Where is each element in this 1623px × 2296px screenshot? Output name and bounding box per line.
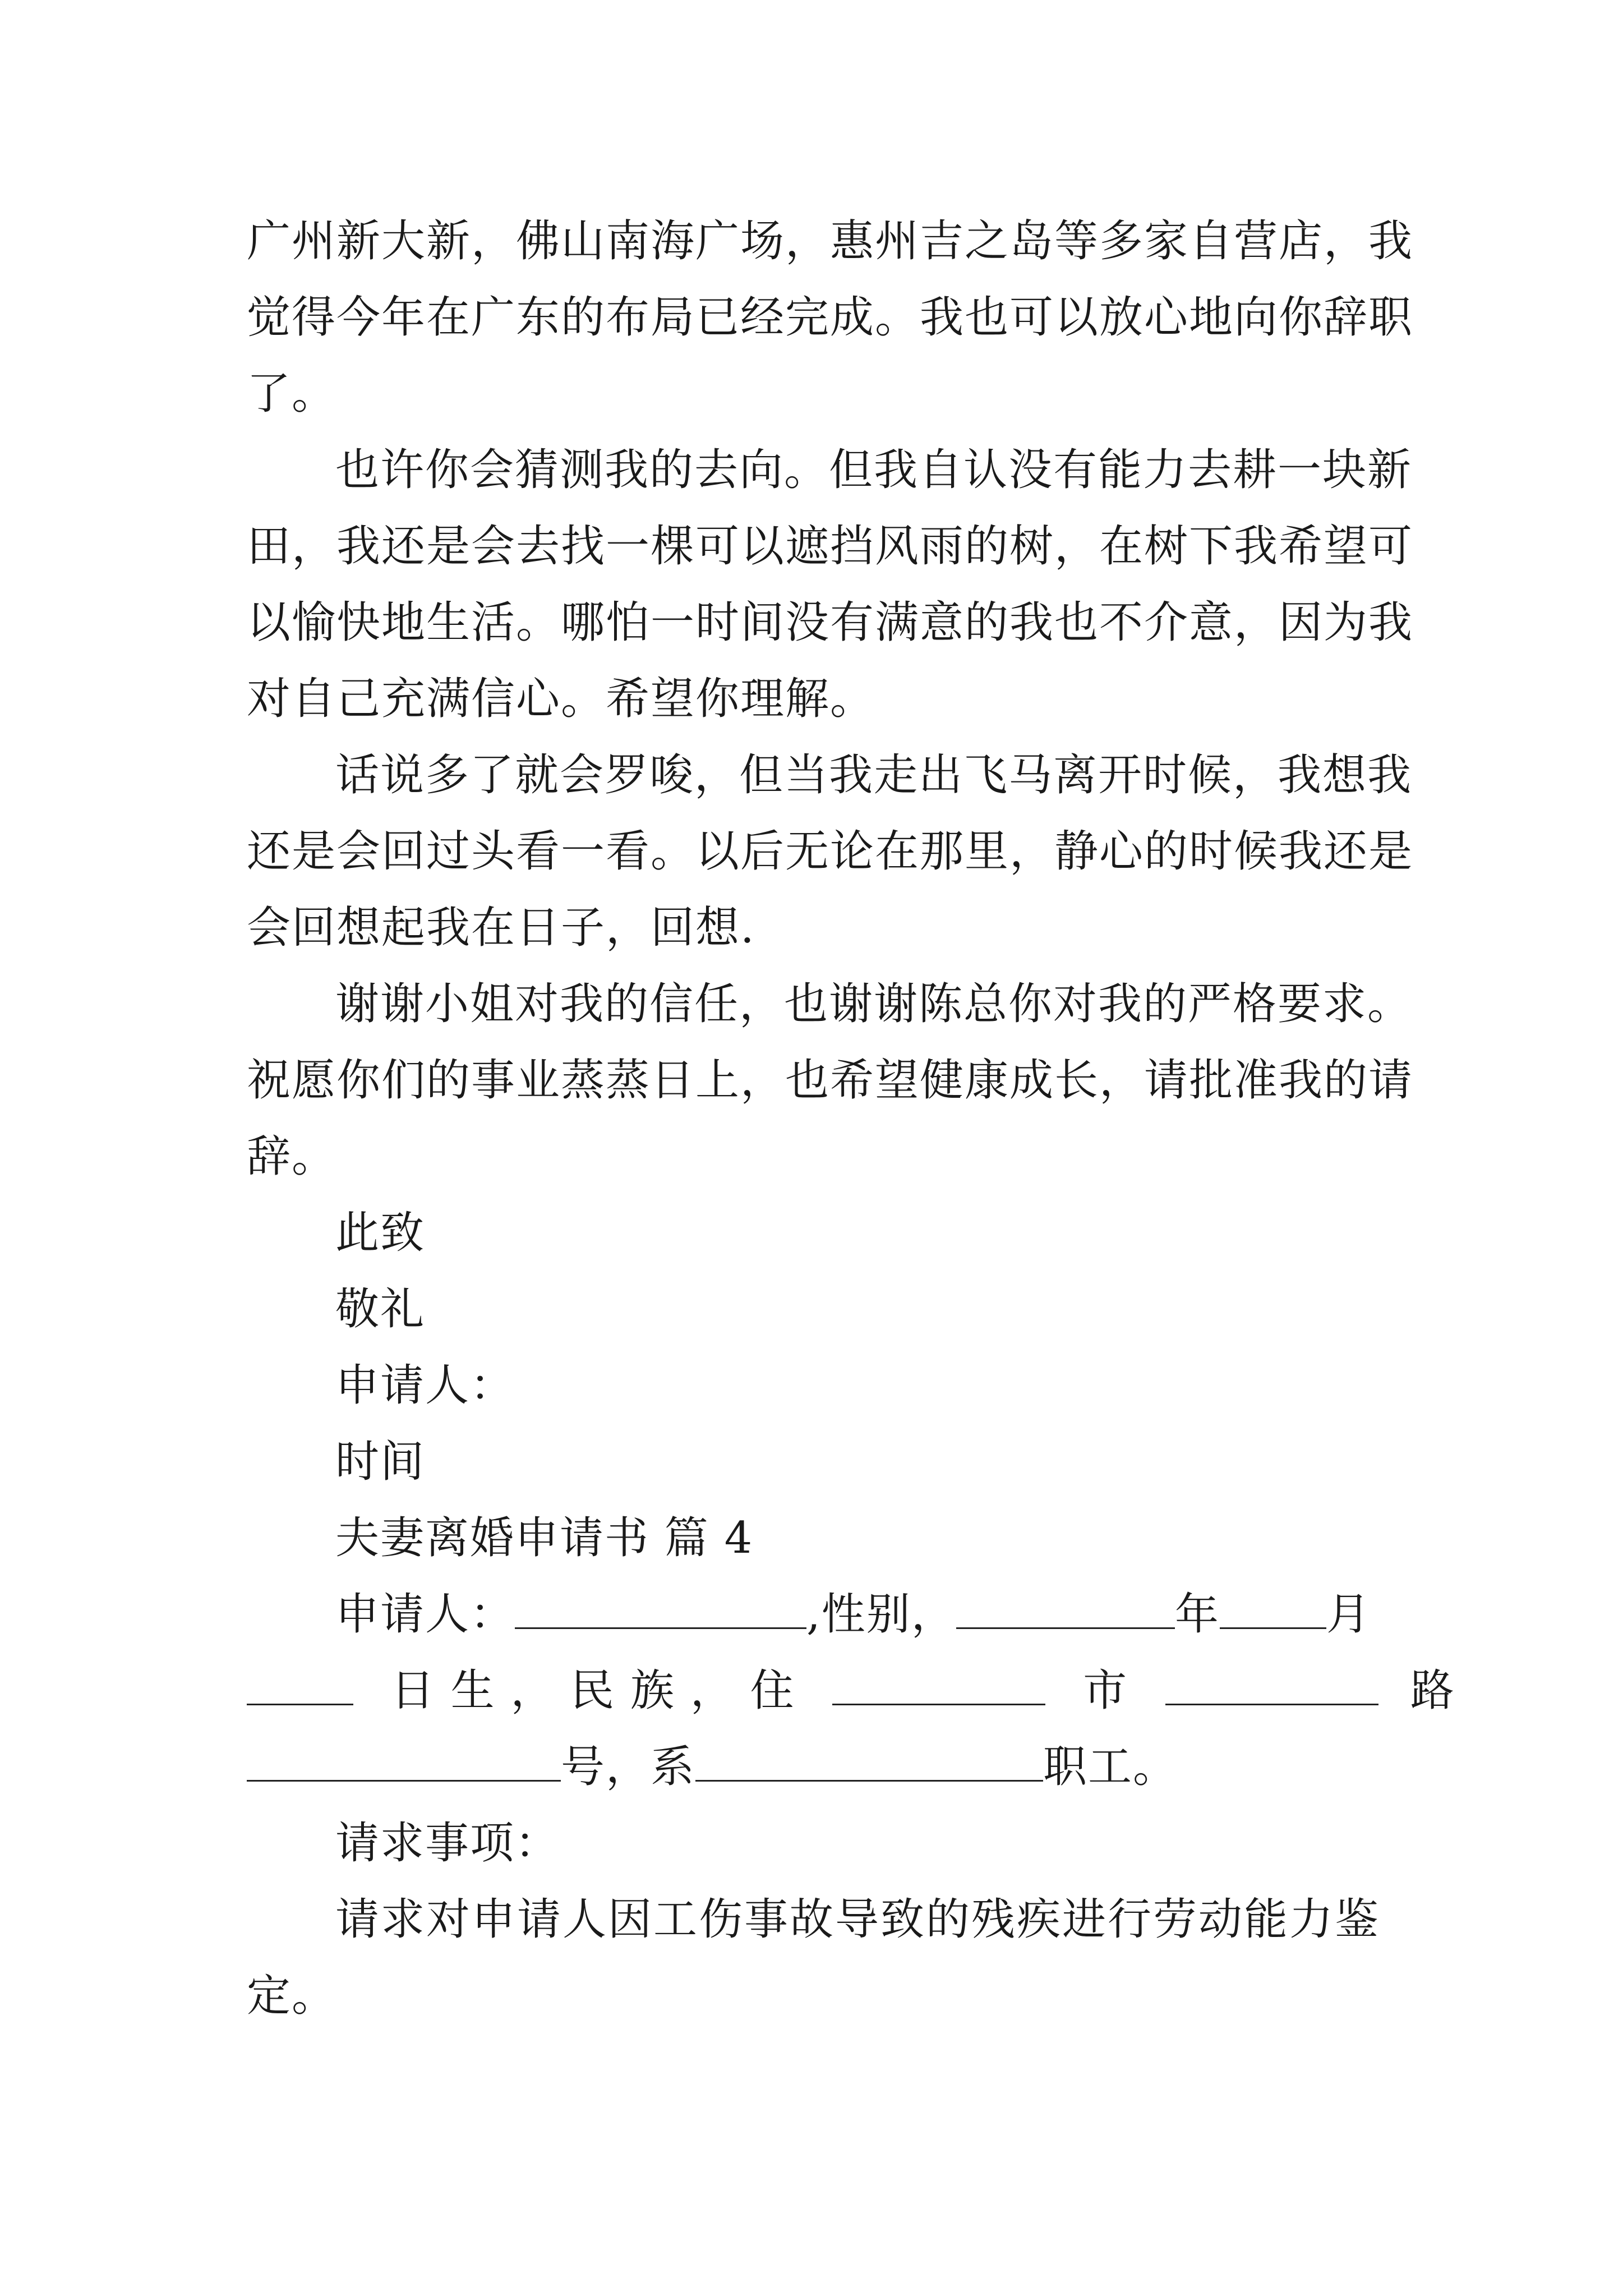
- paragraph-line: 对自己充满信心。希望你理解。: [247, 674, 875, 724]
- born-label: 日 生 ， 民 族 ， 住: [390, 1665, 795, 1716]
- gender-label: ,性别，: [806, 1589, 956, 1640]
- request-heading: 请求事项：: [335, 1818, 560, 1869]
- paragraph-line: 以愉快地生活。哪怕一时间没有满意的我也不介意，因为我: [247, 597, 1414, 648]
- applicant-label: 申请人：: [335, 1589, 515, 1640]
- paragraph-line: 田，我还是会去找一棵可以遮挡风雨的树，在树下我希望可: [247, 521, 1414, 572]
- signature-applicant: 申请人：: [335, 1360, 515, 1411]
- gender-blank: [956, 1593, 1175, 1629]
- year-label: 年: [1174, 1589, 1220, 1640]
- request-line: 定。: [247, 1971, 337, 2021]
- paragraph-line: 觉得今年在广东的布局已经完成。我也可以放心地向你辞职: [247, 292, 1414, 343]
- paragraph-line: 广州新大新，佛山南海广场，惠州吉之岛等多家自营店，我: [247, 216, 1414, 266]
- paragraph-line: 还是会回过头看一看。以后无论在那里，静心的时候我还是: [247, 826, 1414, 877]
- form-line-1: [335, 1586, 1371, 1642]
- paragraph-line: 话说多了就会罗唆，但当我走出飞马离开时候，我想我: [335, 750, 1413, 800]
- residence-blank: [832, 1669, 1045, 1705]
- request-line: 请求对申请人因工伤事故导致的残疾进行劳动能力鉴: [335, 1894, 1380, 1945]
- signature-date: 时间: [335, 1437, 426, 1487]
- paragraph-line: 辞。: [247, 1131, 337, 1182]
- city-label: 市: [1083, 1665, 1128, 1716]
- number-label: 号，系: [561, 1742, 696, 1792]
- form-line-2: [247, 1663, 1455, 1719]
- closing-salutation: 此致: [335, 1208, 426, 1258]
- form-line-3: [247, 1739, 1178, 1795]
- paragraph-line: 祝愿你们的事业蒸蒸日上，也希望健康成长，请批准我的请: [247, 1055, 1414, 1106]
- city-blank: [1165, 1669, 1378, 1705]
- worker-label: 职工。: [1043, 1742, 1178, 1792]
- employer-blank: [695, 1745, 1043, 1782]
- day-blank: [247, 1669, 353, 1705]
- road-label: 路: [1410, 1665, 1455, 1716]
- road-number-blank: [247, 1745, 561, 1782]
- year-blank: [1220, 1593, 1326, 1629]
- closing-regards: 敬礼: [335, 1284, 426, 1335]
- paragraph-line: 也许你会猜测我的去向。但我自认没有能力去耕一块新: [335, 445, 1413, 495]
- applicant-name-blank: [515, 1593, 806, 1629]
- paragraph-line: 了。: [247, 369, 337, 419]
- month-label: 月: [1326, 1589, 1371, 1640]
- paragraph-line: 谢谢小姐对我的信任，也谢谢陈总你对我的严格要求。: [335, 979, 1413, 1029]
- section-title: 夫妻离婚申请书 篇 4: [335, 1513, 754, 1563]
- paragraph-line: 会回想起我在日子，回想.: [247, 903, 755, 953]
